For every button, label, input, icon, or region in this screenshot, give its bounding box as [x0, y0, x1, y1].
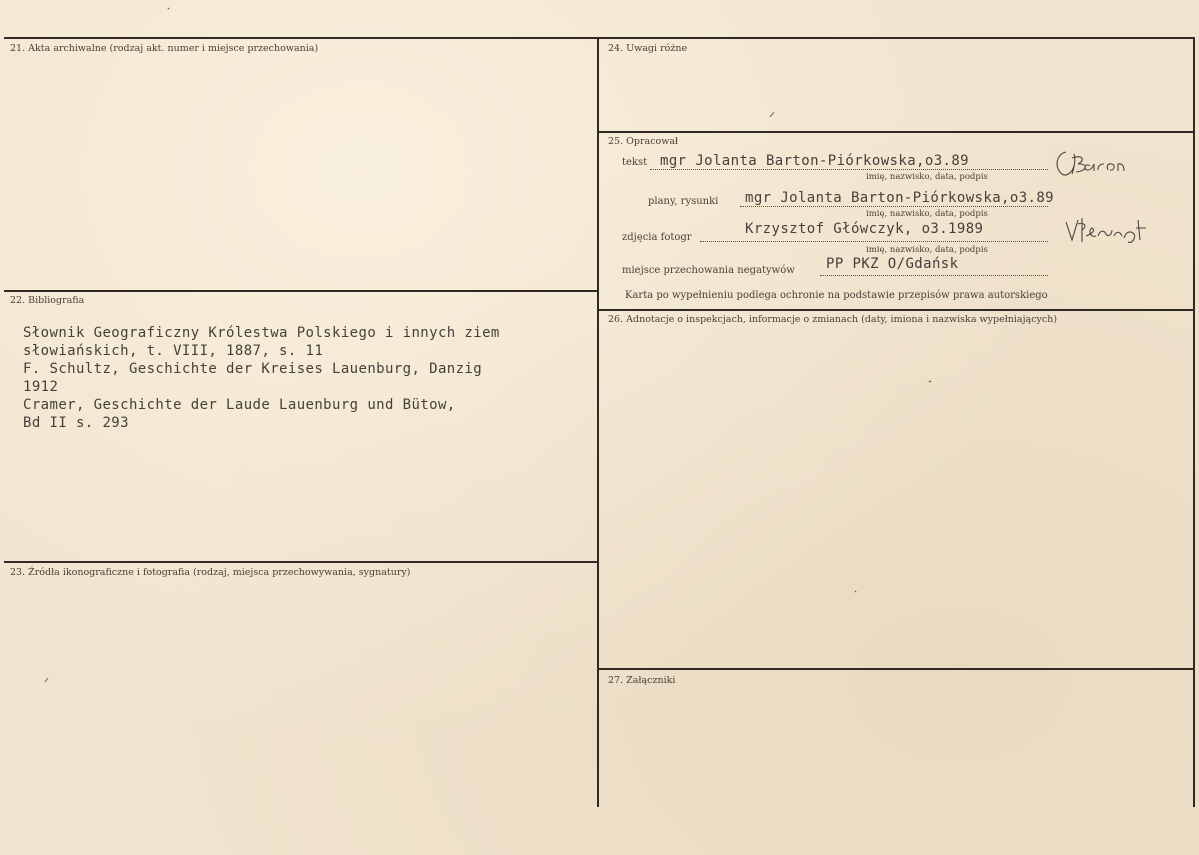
section-25-label: 25. Opracował: [608, 136, 679, 147]
section-21-label: 21. Akta archiwalne (rodzaj akt. numer i miejsce przechowania): [10, 43, 319, 54]
bibliography-line: Cramer, Geschichte der Laude Lauenburg und Bütow,: [23, 397, 456, 413]
bibliography-line: F. Schultz, Geschichte der Kreises Lauenburg, Danzig: [23, 361, 483, 377]
plany-value: mgr Jolanta Barton-Piórkowska,o3.89: [745, 190, 1055, 206]
tekst-value: mgr Jolanta Barton-Piórkowska,o3.89: [660, 153, 970, 169]
bibliography-line: Słownik Geograficzny Królestwa Polskiego i innych ziem: [23, 325, 500, 341]
miejsce-value: PP PKZ O/Gdańsk: [826, 256, 959, 272]
copyright-footer: Karta po wypełnieniu podlega ochronie na podstawie przepisów prawa autorskiego: [625, 290, 1048, 301]
tekst-caption: imię, nazwisko, data, podpis: [866, 172, 988, 182]
section-26-label: 26. Adnotacje o inspekcjach, informacje o zmianach (daty, imiona i nazwiska wypełniających): [608, 314, 1058, 325]
miejsce-label: miejsce przechowania negatywów: [622, 265, 795, 276]
plany-label: plany, rysunki: [648, 196, 719, 207]
section-22-label: 22. Bibliografia: [10, 295, 85, 306]
bibliography-line: Bd II s. 293: [23, 415, 129, 431]
section-24-label: 24. Uwagi różne: [608, 43, 688, 54]
tekst-label: tekst: [622, 157, 648, 168]
zdjecia-label: zdjęcia fotogr: [622, 232, 692, 243]
zdjecia-caption: imię, nazwisko, data, podpis: [866, 245, 988, 255]
zdjecia-value: Krzysztof Główczyk, o3.1989: [745, 221, 984, 237]
bibliography-line: 1912: [23, 379, 59, 395]
plany-caption: imię, nazwisko, data, podpis: [866, 209, 988, 219]
section-23-label: 23. Źródła ikonograficzne i fotografia (rodzaj, miejsca przechowywania, sygnatury): [10, 567, 411, 578]
bibliography-line: słowiańskich, t. VIII, 1887, s. 11: [23, 343, 324, 359]
section-27-label: 27. Załączniki: [608, 675, 676, 686]
